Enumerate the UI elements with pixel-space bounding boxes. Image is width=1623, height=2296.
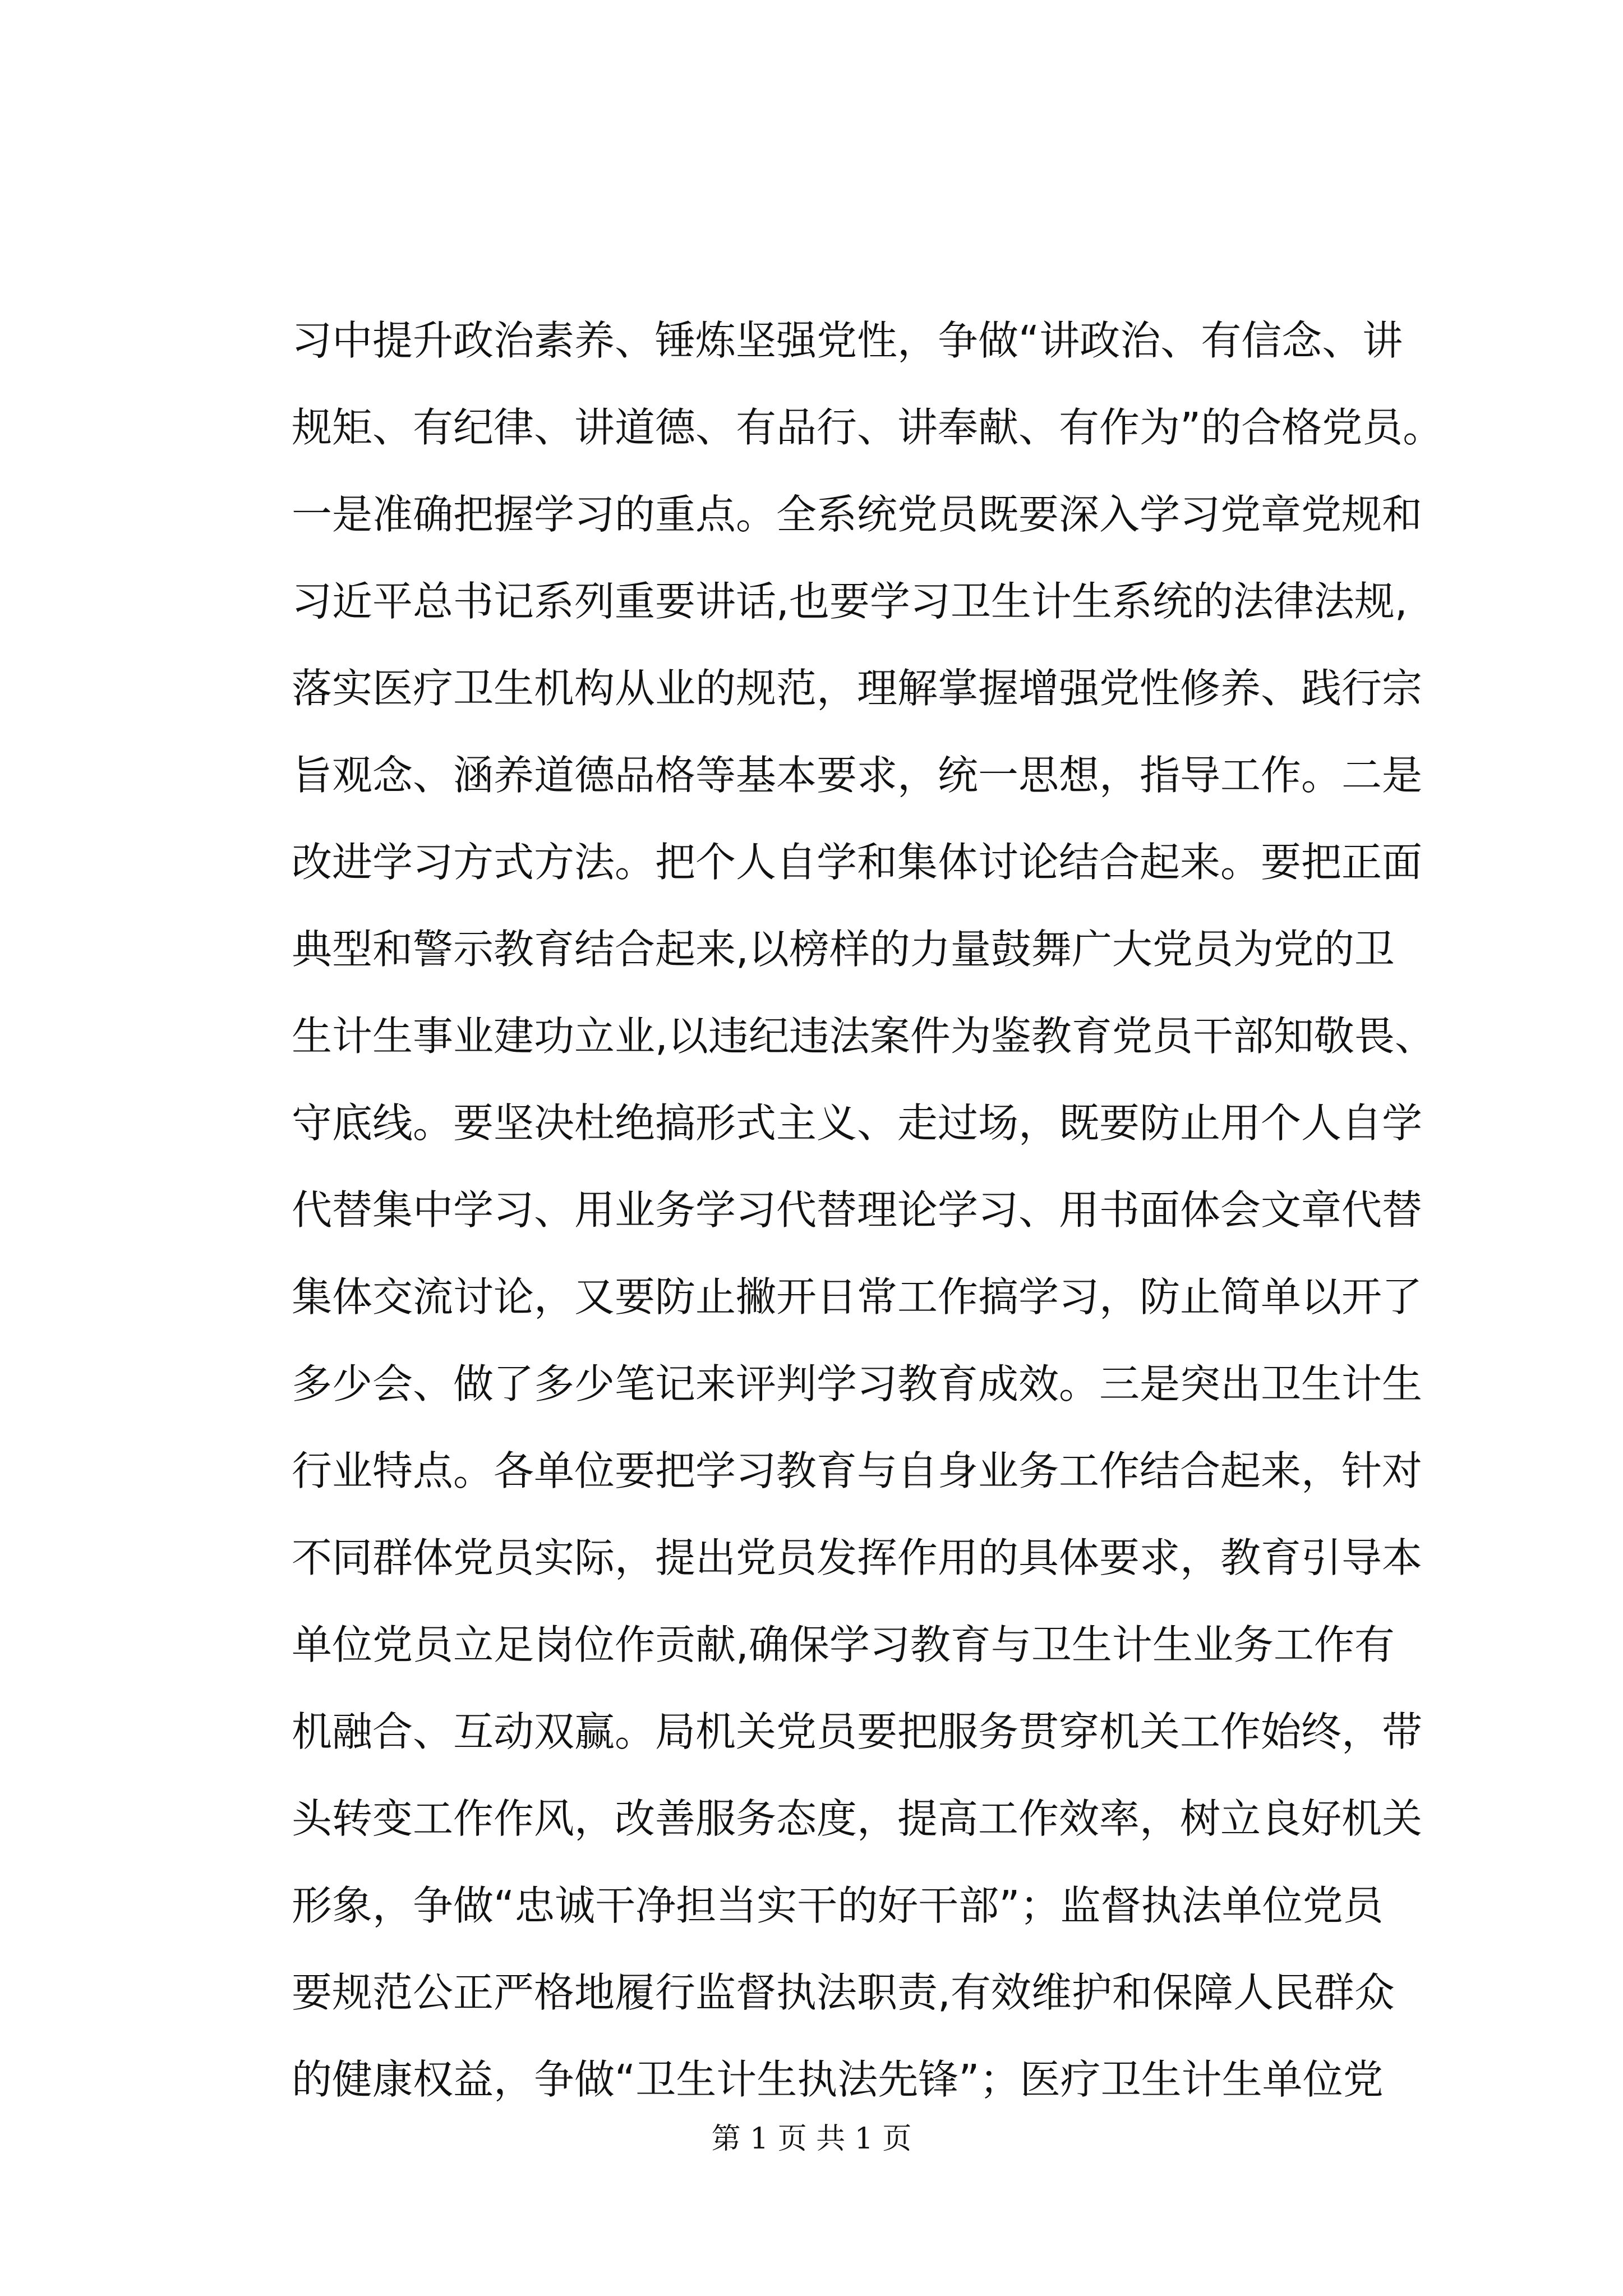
text-line: 一是准确把握学习的重点。全系统党员既要深入学习党章党规和 (292, 491, 1423, 538)
text-line: 单位党员立足岗位作贡献,确保学习教育与卫生计生业务工作有 (292, 1621, 1395, 1668)
text-line: 机融合、互动双赢。局机关党员要把服务贯穿机关工作始终，带 (292, 1708, 1423, 1755)
text-line: 不同群体党员实际，提出党员发挥作用的具体要求，教育引导本 (292, 1534, 1423, 1581)
body-text (292, 297, 1444, 2123)
text-line: 要规范公正严格地履行监督执法职责,有效维护和保障人民群众 (292, 1969, 1395, 2016)
text-line: 习中提升政治素养、锤炼坚强党性，争做“讲政治、有信念、讲 (292, 317, 1403, 364)
page-number-footer: 第 1 页 共 1 页 (711, 2122, 912, 2156)
text-line: 行业特点。各单位要把学习教育与自身业务工作结合起来，针对 (292, 1447, 1423, 1494)
text-line: 旨观念、涵养道德品格等基本要求，统一思想，指导工作。二是 (292, 752, 1423, 799)
text-line: 落实医疗卫生机构从业的规范，理解掌握增强党性修养、践行宗 (292, 665, 1423, 712)
text-line: 多少会、做了多少笔记来评判学习教育成效。三是突出卫生计生 (292, 1360, 1423, 1407)
text-line: 集体交流讨论，又要防止撇开日常工作搞学习，防止简单以开了 (292, 1273, 1423, 1320)
text-line: 习近平总书记系列重要讲话,也要学习卫生计生系统的法律法规, (292, 578, 1408, 625)
text-line: 典型和警示教育结合起来,以榜样的力量鼓舞广大党员为党的卫 (292, 926, 1395, 973)
text-line: 代替集中学习、用业务学习代替理论学习、用书面体会文章代替 (292, 1186, 1423, 1234)
text-line: 规矩、有纪律、讲道德、有品行、讲奉献、有作为”的合格党员。 (292, 404, 1444, 451)
text-line: 头转变工作作风，改善服务态度，提高工作效率，树立良好机关 (292, 1795, 1423, 1842)
text-line: 守底线。要坚决杜绝搞形式主义、走过场，既要防止用个人自学 (292, 1099, 1423, 1147)
text-line: 形象，争做“忠诚干净担当实干的好干部”；监督执法单位党员 (292, 1882, 1384, 1929)
text-line: 改进学习方式方法。把个人自学和集体讨论结合起来。要把正面 (292, 839, 1423, 886)
text-line: 生计生事业建功立业,以违纪违法案件为鉴教育党员干部知敬畏、 (292, 1013, 1435, 1060)
text-line: 的健康权益，争做“卫生计生执法先锋”；医疗卫生计生单位党 (292, 2056, 1384, 2103)
